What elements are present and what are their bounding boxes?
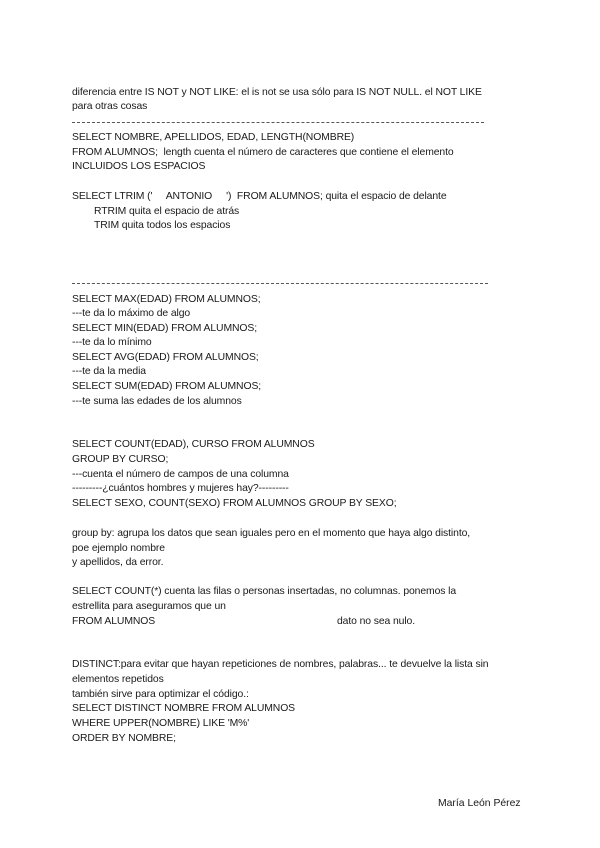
text-line: SELECT MIN(EDAD) FROM ALUMNOS; [72, 323, 258, 334]
text-line: ---cuenta el número de campos de una columna [72, 469, 289, 480]
text-line: SELECT COUNT(*) cuenta las filas o personas insertadas, no columnas. ponemos la [72, 586, 457, 597]
text-line: elementos repetidos [72, 674, 164, 685]
text-line: WHERE UPPER(NOMBRE) LIKE 'M%' [72, 718, 250, 729]
author-signature: María León Pérez [438, 798, 521, 809]
text-line: TRIM quita todos los espacios [94, 220, 231, 231]
text-line: ---te suma las edades de los alumnos [72, 396, 242, 407]
text-line: group by: agrupa los datos que sean iguales pero en el momento que haya algo distinto, [72, 528, 471, 539]
text-line: SELECT MAX(EDAD) FROM ALUMNOS; [72, 294, 261, 305]
text-line: GROUP BY CURSO; [72, 454, 169, 465]
text-line: DISTINCT:para evitar que hayan repeticiones de nombres, palabras... te devuelve la lista sin [72, 659, 489, 670]
text-line: ---te da lo máximo de algo [72, 308, 191, 319]
text-line: estrellita para aseguramos que un [72, 601, 226, 612]
text-line: SELECT COUNT(EDAD), CURSO FROM ALUMNOS [72, 439, 315, 450]
text-line: SELECT SEXO, COUNT(SEXO) FROM ALUMNOS GROUP BY SEXO; [72, 498, 397, 509]
text-line: diferencia entre IS NOT y NOT LIKE: el is not se usa sólo para IS NOT NULL. el NOT LIKE [72, 87, 482, 98]
text-line: FROM ALUMNOS; length cuenta el número de caracteres que contiene el elemento [72, 147, 454, 158]
text-line: SELECT LTRIM (' ANTONIO ') FROM ALUMNOS; quita el espacio de delante [72, 191, 447, 202]
text-line: INCLUIDOS LOS ESPACIOS [72, 161, 206, 172]
text-line: FROM ALUMNOS [72, 616, 156, 627]
text-line: también sirve para optimizar el código.: [72, 689, 249, 700]
text-line: SELECT NOMBRE, APELLIDOS, EDAD, LENGTH(NOMBRE) [72, 132, 355, 143]
text-line: dato no sea nulo. [337, 616, 416, 627]
separator-line [72, 283, 488, 284]
text-line: SELECT SUM(EDAD) FROM ALUMNOS; [72, 381, 262, 392]
text-line: ---te da lo mínimo [72, 337, 152, 348]
text-line: SELECT AVG(EDAD) FROM ALUMNOS; [72, 352, 259, 363]
text-line: SELECT DISTINCT NOMBRE FROM ALUMNOS [72, 703, 296, 714]
text-line: y apellidos, da error. [72, 557, 164, 568]
text-line: para otras cosas [72, 101, 148, 112]
text-line: RTRIM quita el espacio de atrás [94, 206, 240, 217]
text-line: poe ejemplo nombre [72, 543, 165, 554]
separator-line [72, 122, 484, 123]
text-line: ---------¿cuántos hombres y mujeres hay?--------- [72, 483, 289, 494]
text-line: ORDER BY NOMBRE; [72, 733, 176, 744]
text-line: ---te da la media [72, 366, 146, 377]
